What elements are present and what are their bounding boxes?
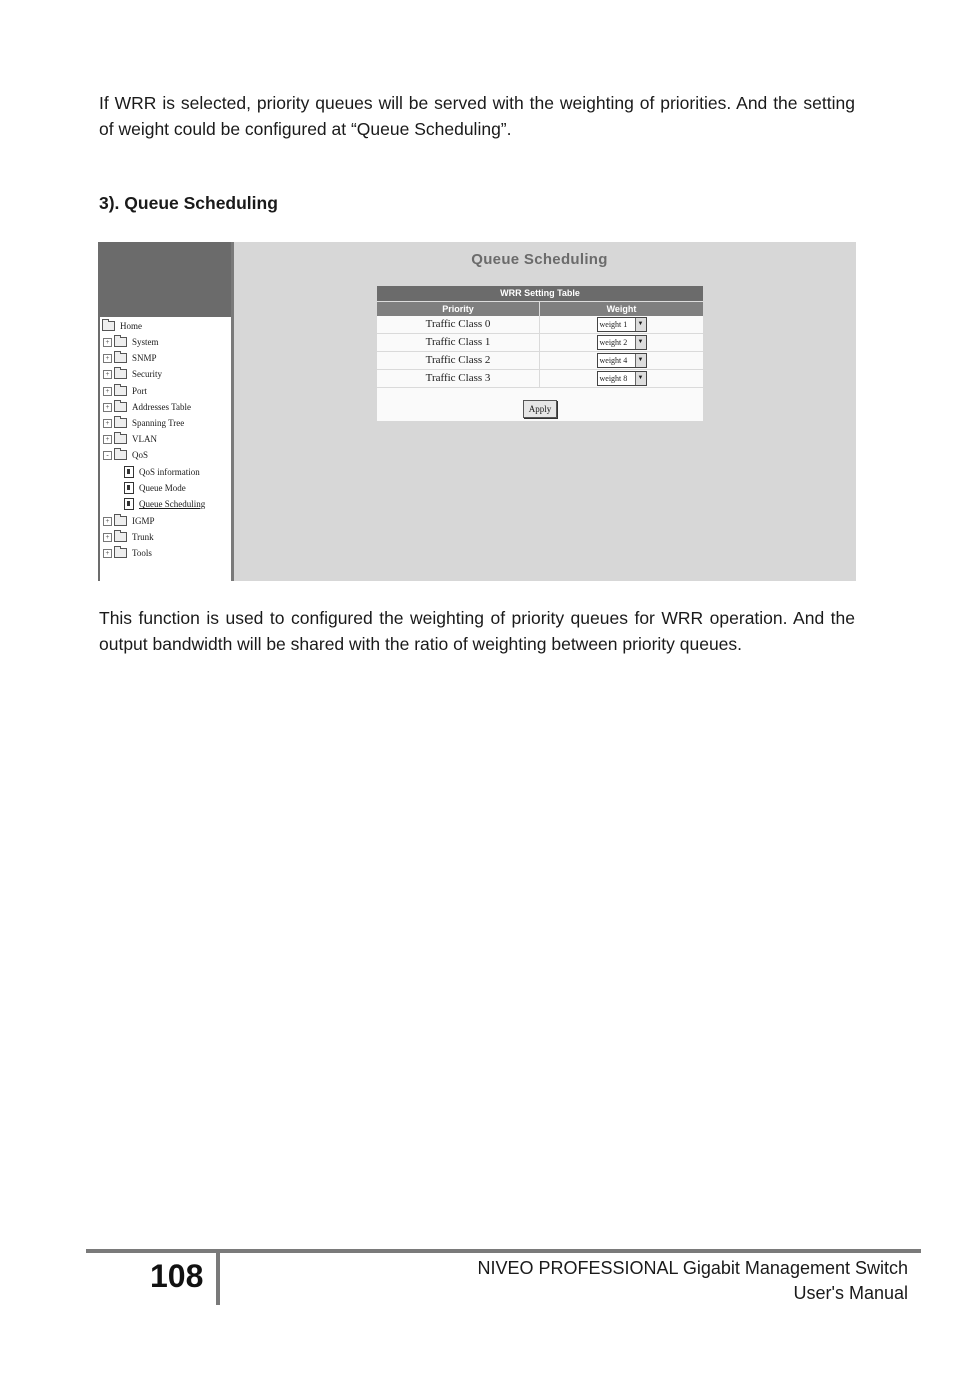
folder-icon	[114, 337, 127, 347]
page-number: 108	[150, 1258, 204, 1294]
expand-icon[interactable]: +	[103, 354, 112, 363]
tree-item-trunk[interactable]	[103, 530, 154, 544]
tree-item-addresses-table[interactable]	[103, 400, 191, 414]
footer-rule	[86, 1249, 921, 1253]
expand-icon[interactable]: +	[103, 370, 112, 379]
expand-icon[interactable]: +	[103, 533, 112, 542]
table-header	[377, 301, 703, 316]
table-row	[377, 316, 703, 334]
weight-value: weight 2	[599, 338, 628, 347]
weight-value: weight 8	[599, 374, 628, 383]
footer-title	[478, 1256, 909, 1306]
collapse-icon[interactable]: -	[103, 451, 112, 460]
tree-label: Tools	[132, 548, 152, 558]
priority-cell: Traffic Class 3	[377, 370, 540, 387]
expand-icon[interactable]: +	[103, 387, 112, 396]
folder-icon	[114, 548, 127, 558]
expand-icon[interactable]: +	[103, 338, 112, 347]
logo-area	[100, 242, 231, 317]
tree-item-tools[interactable]	[103, 546, 152, 560]
weight-select[interactable]	[597, 371, 647, 386]
tree-item-spanning-tree[interactable]	[103, 416, 184, 430]
tree-label: Home	[120, 321, 142, 331]
tree-label: IGMP	[132, 516, 155, 526]
tree-label: VLAN	[132, 434, 157, 444]
tree-item-igmp[interactable]	[103, 514, 155, 528]
tree-item-security[interactable]	[103, 367, 162, 381]
folder-icon	[114, 532, 127, 542]
col-priority: Priority	[377, 302, 540, 316]
tree-label: Trunk	[132, 532, 154, 542]
folder-icon	[114, 434, 127, 444]
tree-item-qos-information[interactable]	[124, 465, 200, 479]
tree-label: Queue Scheduling	[139, 499, 206, 509]
table-title: WRR Setting Table	[377, 286, 703, 301]
table-row	[377, 352, 703, 370]
sidebar	[98, 242, 234, 581]
tree-label: SNMP	[132, 353, 157, 363]
tree-item-port[interactable]	[103, 384, 147, 398]
expand-icon[interactable]: +	[103, 419, 112, 428]
weight-select[interactable]	[597, 335, 647, 350]
footer-line2: User's Manual	[793, 1283, 908, 1303]
col-weight: Weight	[606, 304, 637, 314]
document-icon	[124, 482, 134, 494]
wrr-setting-table	[377, 286, 703, 421]
folder-icon	[114, 369, 127, 379]
page-title: Queue Scheduling	[471, 251, 608, 268]
priority-cell: Traffic Class 1	[377, 334, 540, 351]
table-row	[377, 370, 703, 388]
expand-icon[interactable]: +	[103, 517, 112, 526]
tree-label: QoS	[132, 450, 149, 460]
tree-label: Spanning Tree	[132, 418, 185, 428]
folder-open-icon	[102, 321, 115, 331]
tree-label: Port	[132, 386, 148, 396]
weight-value: weight 4	[599, 356, 628, 365]
weight-select[interactable]	[597, 353, 647, 368]
section-heading: 3). Queue Scheduling	[99, 193, 278, 213]
tree-item-qos[interactable]	[103, 448, 148, 462]
chevron-down-icon[interactable]: ▼	[635, 372, 646, 385]
tree-item-queue-scheduling[interactable]	[124, 497, 205, 511]
apply-button[interactable]: Apply	[523, 400, 557, 418]
expand-icon[interactable]: +	[103, 549, 112, 558]
tree-label: QoS information	[139, 467, 200, 477]
tree-item-queue-mode[interactable]	[124, 481, 186, 495]
body-paragraph: This function is used to configured the weighting of priority queues for WRR operation. And the output bandwidth will be shared with the ratio of weighting between priority queues.	[99, 608, 855, 654]
apply-area	[377, 388, 703, 421]
folder-icon	[114, 418, 127, 428]
tree-item-system[interactable]	[103, 335, 159, 349]
tree-label: Queue Mode	[139, 483, 186, 493]
folder-icon	[114, 386, 127, 396]
expand-icon[interactable]: +	[103, 403, 112, 412]
document-icon	[124, 466, 134, 478]
tree-item-snmp[interactable]	[103, 351, 157, 365]
chevron-down-icon[interactable]: ▼	[635, 336, 646, 349]
folder-icon	[114, 353, 127, 363]
folder-open-icon	[114, 450, 127, 460]
tree-label: Security	[132, 369, 162, 379]
tree-item-vlan[interactable]	[103, 432, 157, 446]
chevron-down-icon[interactable]: ▼	[635, 354, 646, 367]
expand-icon[interactable]: +	[103, 435, 112, 444]
folder-icon	[114, 516, 127, 526]
weight-select[interactable]	[597, 317, 647, 332]
table-row	[377, 334, 703, 352]
priority-cell: Traffic Class 0	[377, 316, 540, 333]
footer-divider	[216, 1253, 220, 1305]
chevron-down-icon[interactable]: ▼	[635, 318, 646, 331]
priority-cell: Traffic Class 2	[377, 352, 540, 369]
tree-label: Addresses Table	[132, 402, 191, 412]
tree-item-home[interactable]	[102, 319, 142, 333]
weight-value: weight 1	[599, 320, 628, 329]
document-icon	[124, 498, 134, 510]
tree-label: System	[132, 337, 159, 347]
footer-line1: NIVEO PROFESSIONAL Gigabit Management Switch	[477, 1258, 908, 1278]
intro-paragraph: If WRR is selected, priority queues will be served with the weighting of priorities. And the setting of weight could be configured at “Queue Scheduling”.	[99, 93, 855, 139]
queue-scheduling-screenshot	[98, 242, 856, 581]
folder-icon	[114, 402, 127, 412]
